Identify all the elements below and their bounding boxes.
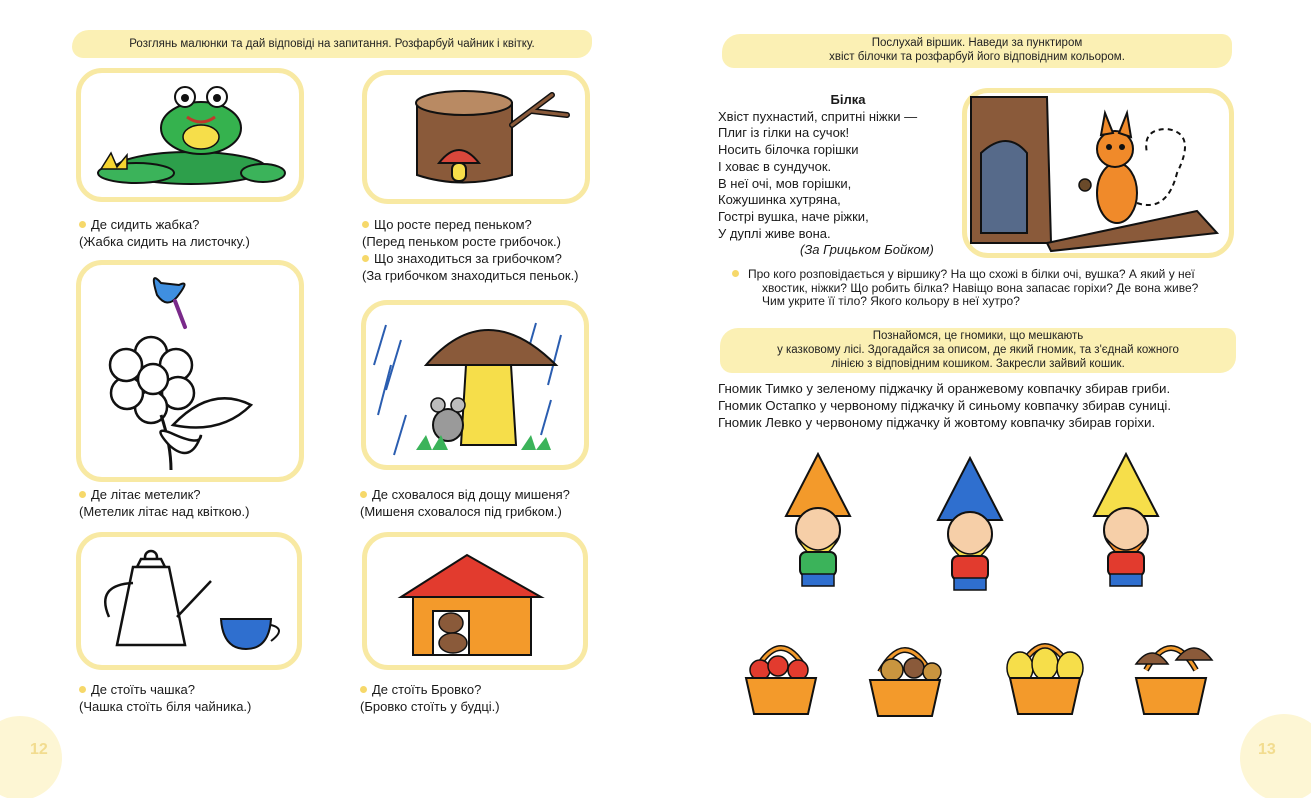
gnome-yellow-hat (1082, 452, 1172, 592)
flower-picture-frame (76, 260, 304, 482)
frog-illustration (81, 73, 299, 197)
squirrel-questions: Про кого розповідається у віршику? На що схожі в білки очі, вушка? А який у неї хвостик, ніжки? Що робить білка? Навіщо вона запасає горіхи? Де вона живе? Чим укрите її тіло? Якого кольору в неї хутро? (748, 268, 1198, 309)
bullet-icon (79, 686, 86, 693)
stump-picture-frame (362, 70, 590, 204)
gnome-orange-hat (774, 452, 864, 592)
card5-text: Де стоїть чашка? (Чашка стоїть біля чайника.) (79, 682, 252, 714)
squirrel-picture-frame (962, 88, 1234, 258)
bullet-icon (362, 255, 369, 262)
squirrel-illustration (967, 93, 1229, 253)
frog-picture-frame (76, 68, 304, 202)
card4-text: Де сховалося від дощу мишеня? (Мишеня сховалося під грибком.) (360, 487, 570, 519)
bullet-icon (360, 491, 367, 498)
gnomes-instruction-banner: Познайомся, це гномики, що мешкають у казковому лісі. Здогадайся за описом, де який гномик, та з'єднай кожного лінією з відповідним кошиком. Закресли зайвий кошик. (720, 328, 1236, 373)
card3-text: Де літає метелик? (Метелик літає над квіткою.) (79, 487, 250, 519)
teapot-illustration (81, 537, 297, 665)
right-instruction-banner: Послухай віршик. Наведи за пунктиром хвіст білочки та розфарбуй його відповідним кольором. (722, 34, 1232, 68)
card1-text: Де сидить жабка? (Жабка сидить на листочку.) (79, 217, 250, 249)
bullet-icon (79, 221, 86, 228)
bullet-icon (79, 491, 86, 498)
page-number-left: 12 (30, 741, 48, 758)
basket-strawberries (738, 630, 824, 720)
flower-illustration (81, 265, 299, 477)
basket-mushrooms (1126, 626, 1216, 720)
mushroom-illustration (366, 305, 584, 465)
doghouse-picture-frame (362, 532, 588, 670)
teapot-picture-frame (76, 532, 302, 670)
bullet-icon (732, 270, 739, 277)
mushroom-picture-frame (361, 300, 589, 470)
card2-text: Що росте перед пеньком? (Перед пеньком росте грибочок.) Що знаходиться за грибочком? (За грибочком знаходиться пеньок.) (362, 217, 579, 283)
left-instruction-banner: Розглянь малюнки та дай відповіді на запитання. Розфарбуй чайник і квітку. (72, 30, 592, 58)
poem: Білка Хвіст пухнастий, спритні ніжки — Плиг із гілки на сучок! Носить білочка горішки І ховає в сундучок. В неї очі, мов горішки, Кожушинка хутряна, Гострі вушка, наче ріжки, У дуплі живе вона. (За Грицьком Бойком) (718, 92, 958, 259)
bullet-icon (362, 221, 369, 228)
card6-text: Де стоїть Бровко? (Бровко стоїть у будці.) (360, 682, 500, 714)
gnome-descriptions: Гномик Тимко у зеленому піджачку й оранжевому ковпачку збирав гриби. Гномик Остапко у червоному піджачку й синьому ковпачку збирав суниці. Гномик Левко у червоному піджачку й жовтому ковпачку збирав горіхи. (718, 381, 1172, 430)
basket-nuts (862, 632, 948, 722)
poem-author: (За Грицьком Бойком) (800, 242, 934, 258)
bullet-icon (360, 686, 367, 693)
basket-pears (990, 624, 1100, 718)
poem-title: Білка (830, 92, 866, 107)
stump-illustration (367, 75, 585, 199)
gnome-blue-hat (926, 456, 1016, 596)
page-number-right: 13 (1258, 741, 1276, 758)
doghouse-illustration (367, 537, 583, 665)
